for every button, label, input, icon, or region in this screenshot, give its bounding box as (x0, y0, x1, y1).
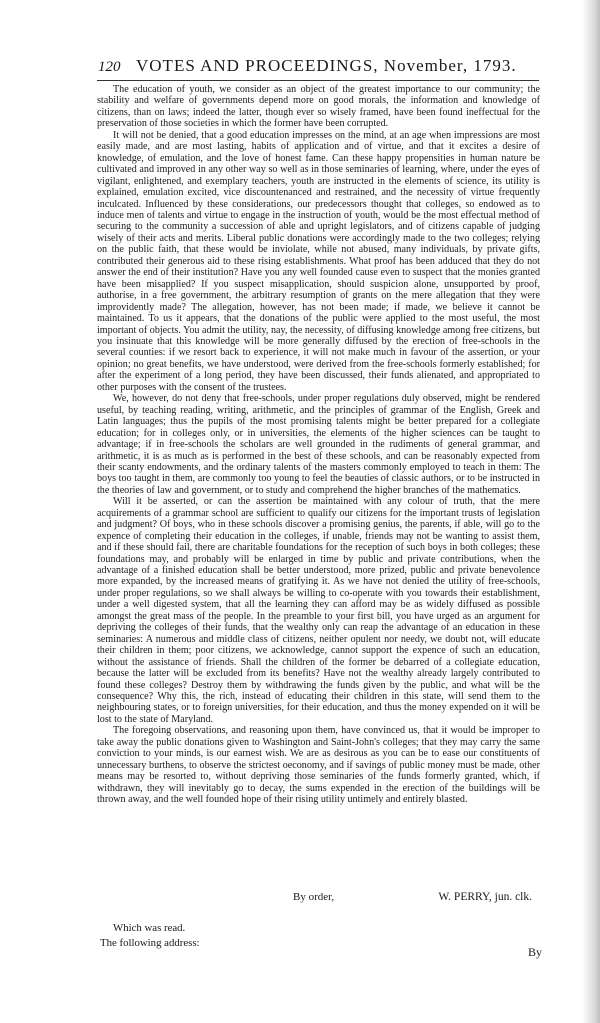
header-rule (97, 80, 539, 81)
running-head: VOTES AND PROCEEDINGS, November, 1793. (136, 56, 517, 75)
paragraph: Will it be asserted, or can the assertion be maintained with any colour of truth, that the mere acquirements of a grammar school are sufficient to qualify our citizens for the important trusts of legislation and judgment? Of boys, who in these schools discover a promising genius, the parents, if able, will go to the expence of completing their education in the colleges, if unable, friends may not be wanting to assist them, and if these should fail, there are charitable foundations for the reception of such boys in both colleges; these foundations may, and probably will be enlarged in time by public and private contributions, when the advantage of a finished education shall be better understood, more prized, public and private benevolence more expanded, by the increased means of gratifying it. As we have not denied the utility of free-schools, under proper regulations, so we shall always be willing to co-operate with you towards their establishment, under a well digested system, that all the learning they can afford may be as widely diffused as possible amongst the great mass of the people. In the preamble to your first bill, you have urged as an argument for depriving the colleges of their funds, that the wealthy only can reap the advantage of an education in these seminaries: A numerous and middle class of citizens, neither opulent nor needy, we doubt not, will educate their children in them; poor citizens, we acknowledge, cannot support the expence of such an education, without the assistance of friends. Shall the children of the former be debarred of a collegiate education, because the latter will be excluded from its benefits? Have not the wealthy already largely contributed to found these colleges? Destroy them by withdrawing the funds given by the public, and what will be the consequence? Why this, the rich, instead of educating their children in this state, will send them to the neighbouring states, or to foreign universities, for their education, and thus the money expended on it will be lost to the state of Maryland. (97, 496, 540, 725)
catchword: By (528, 945, 543, 959)
paragraph: We, however, do not deny that free-schools, under proper regulations duly observed, might be rendered useful, by teaching reading, writing, arithmetic, and the principles of grammar of the English, Greek and Latin languages; thus the pupils of the most promising talents might be better prepared for a collegiate education; for in colleges only, or in universities, the elements of the higher sciences can be taught to advantage; if in free-schools the scholars are well grounded in the rudiments of general grammar, and arithmetic, it is as much as is performed in the best of these schools, and can be reasonably expected from their scanty endowments, and the ordinary talents of the masters commonly employed to teach in them: The boys too taught in them, are commonly too young to feel the beauties of classic authors, or to be instructed in the theories of law and government, or to study and comprehend the higher branches of the mathematics. (97, 393, 540, 496)
paragraph: The foregoing observations, and reasoning upon them, have convinced us, that it would be improper to take away the public donations given to Washington and Saint-John's colleges; that they may carry the same conviction to your minds, is our earnest wish. We are as desirous as you can be to ease our constituents of unnecessary burthens, to observe the strictest oeconomy, and if savings of public money must be made, other means may be resorted to, without depriving those seminaries of the funds formerly granted, which, if withdrawn, they will inevitably go to decay, the sums expended in the erection of the buildings will be thrown away, and the well founded hope of their rising utility untimely and entirely blasted. (97, 725, 540, 806)
page-number: 120 (98, 59, 121, 75)
clerk-signature: W. PERRY, jun. clk. (438, 891, 532, 903)
by-order-text: By order, (293, 891, 335, 903)
paragraph: The education of youth, we consider as an object of the greatest importance to our community; the stability and welfare of governments depend more on good morals, the information and knowledge of citizens, than on laws; indeed the latter, though ever so wisely framed, have been found ineffectual for the preservation of those societies in which the former have been corrupted. (97, 84, 540, 130)
following-address: The following address: (100, 937, 200, 949)
paragraph: It will not be denied, that a good education impresses on the mind, at an age when impressions are most easily made, and are most lasting, habits of application and of virtue, and that it excites a desire of knowledge, of emulation, and the love of honest fame. Can these happy propensities in human nature be cultivated and improved in any other way so well as in those seminaries of learning, where, under the eyes of vigilant, enlightened, and exemplary teachers, youth are instructed in the elements of science, its utility is explained, emulation excited, vice discountenanced and restrained, and the necessity of virtue frequently inculcated. Influenced by these considerations, our predecessors thought that colleges, so endowed as to induce men of talents and virtue to engage in the instruction of youth, would be the most effectual method of securing to the community a succession of able and upright legislators, and of citizens capable of judging wisely of their acts and merits. Liberal public donations were accordingly made to the two colleges; relying on the public faith, that these would be inviolate, while not abused, many individuals, by private gifts, contributed their generous aid to these rising establishments. What proof has been adduced that they do not answer the end of their institution? Have you any well founded cause even to suspect that the monies granted have been misapplied? If you suspect misapplication, should suspicion alone, unsupported by proof, authorise, in a free government, the arbitrary resumption of grants on the mere allegation that they were improvidently made? The allegation, however, has not been made; if made, we believe it cannot be maintained. To us it appears, that the donations of the public were applied to the most useful, the most important of objects. You admit the utility, nay, the necessity, of diffusing knowledge among free citizens, but you insinuate that this knowledge will be more generally diffused by the erection of free-schools in the several counties: if we resort back to experience, it will not make much in favour of the assertion, or your opinion; no great benefits, we have understood, were derived from the free-schools formerly established; for after the experiment of a long period, they have been discussed, their funds alienated, and appropriated to other purposes with the consent of the trustees. (97, 129, 540, 393)
signature-line (97, 891, 540, 905)
body-text (97, 84, 540, 806)
page-header (98, 56, 538, 76)
which-was-read: Which was read. (113, 922, 186, 934)
page-edge-shadow (582, 0, 600, 1023)
